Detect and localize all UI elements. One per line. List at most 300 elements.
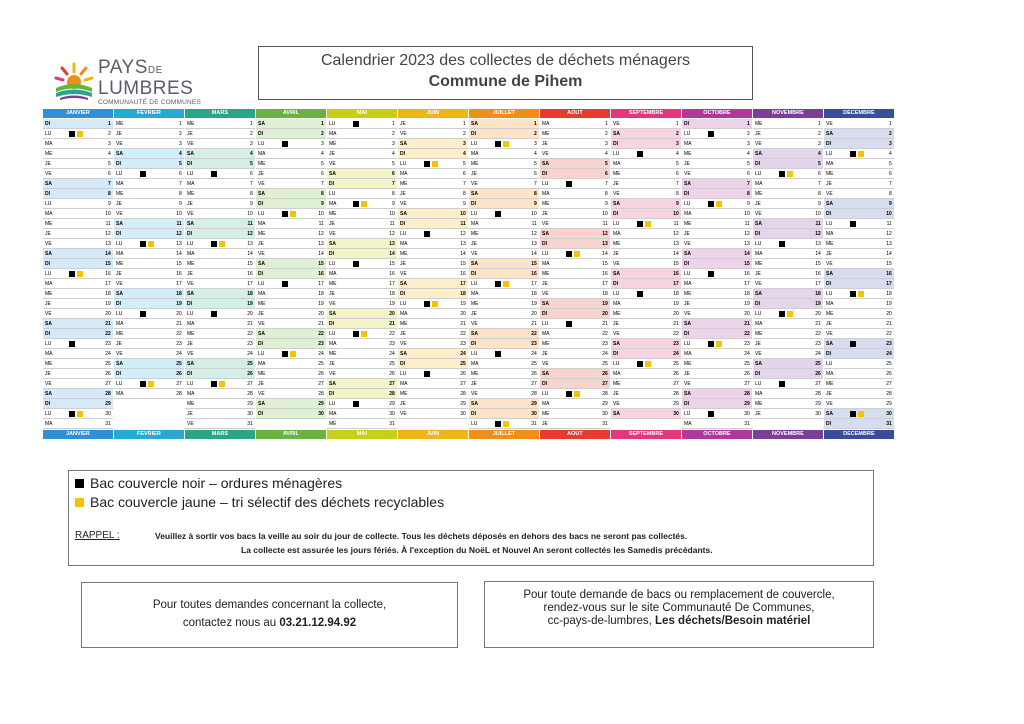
day-number: 18 — [673, 291, 679, 297]
weekday-label: SA — [45, 181, 52, 187]
day-cell — [185, 309, 255, 319]
weekday-label: JE — [542, 351, 548, 357]
day-cell — [327, 399, 397, 409]
day-cell — [398, 169, 468, 179]
weekday-label: VE — [471, 251, 478, 257]
day-cell — [469, 159, 539, 169]
weekday-label: LU — [471, 421, 478, 427]
weekday-label: ME — [684, 151, 692, 157]
day-number: 3 — [534, 141, 537, 147]
weekday-label: JE — [329, 361, 335, 367]
day-number: 15 — [247, 261, 253, 267]
day-number: 24 — [460, 351, 466, 357]
day-cell — [256, 339, 326, 349]
day-cell — [824, 359, 894, 369]
day-number: 13 — [176, 241, 182, 247]
day-cell — [43, 399, 113, 409]
day-cell — [398, 339, 468, 349]
day-number: 20 — [318, 311, 324, 317]
day-cell — [43, 159, 113, 169]
day-number: 27 — [673, 381, 679, 387]
day-number: 25 — [673, 361, 679, 367]
day-number: 23 — [105, 341, 111, 347]
day-cell — [43, 289, 113, 299]
day-cell — [327, 179, 397, 189]
weekday-label: VE — [542, 291, 549, 297]
weekday-label: JE — [613, 321, 619, 327]
weekday-label: ME — [187, 121, 195, 127]
weekday-label: SA — [45, 251, 52, 257]
weekday-label: MA — [826, 371, 834, 377]
day-number: 8 — [108, 191, 111, 197]
day-number: 20 — [673, 311, 679, 317]
day-number: 25 — [247, 361, 253, 367]
weekday-label: ME — [329, 141, 337, 147]
day-number: 2 — [321, 131, 324, 137]
weekday-label: MA — [116, 321, 124, 327]
yellow-bin-mark — [219, 381, 225, 387]
yellow-bin-mark — [432, 301, 438, 307]
day-number: 2 — [250, 131, 253, 137]
weekday-label: LU — [45, 131, 52, 137]
day-cell — [256, 359, 326, 369]
black-bin-mark — [566, 251, 572, 257]
day-number: 13 — [815, 241, 821, 247]
black-bin-mark — [211, 381, 217, 387]
weekday-label: JE — [400, 191, 406, 197]
legend-box — [68, 470, 874, 566]
day-cell — [114, 199, 184, 209]
day-number: 18 — [247, 291, 253, 297]
day-row — [43, 169, 895, 179]
day-number: 6 — [463, 171, 466, 177]
day-cell — [398, 189, 468, 199]
day-cell — [682, 319, 752, 329]
day-cell — [398, 179, 468, 189]
weekday-label: LU — [400, 231, 407, 237]
day-cell — [185, 339, 255, 349]
day-cell — [469, 169, 539, 179]
weekday-label: VE — [329, 231, 336, 237]
day-cell — [327, 259, 397, 269]
day-row — [43, 199, 895, 209]
day-cell — [114, 129, 184, 139]
black-bin-mark — [495, 211, 501, 217]
day-number: 26 — [531, 371, 537, 377]
weekday-label: MA — [613, 161, 621, 167]
weekday-label: DI — [684, 191, 689, 197]
weekday-label: DI — [471, 411, 476, 417]
day-cell — [327, 169, 397, 179]
weekday-label: MA — [684, 421, 692, 427]
day-number: 10 — [247, 211, 253, 217]
day-cell — [398, 319, 468, 329]
day-cell — [256, 179, 326, 189]
day-cell — [611, 189, 681, 199]
weekday-label: DI — [329, 321, 334, 327]
weekday-label: MA — [187, 321, 195, 327]
bins-link[interactable]: Les déchets/Besoin matériel — [655, 615, 811, 627]
day-cell — [327, 339, 397, 349]
weekday-label: ME — [329, 281, 337, 287]
day-number: 24 — [176, 351, 182, 357]
day-number: 15 — [886, 261, 892, 267]
day-number: 15 — [389, 261, 395, 267]
day-number: 21 — [176, 321, 182, 327]
weekday-label: MA — [613, 231, 621, 237]
weekday-label: LU — [258, 351, 265, 357]
day-cell — [327, 329, 397, 339]
weekday-label: ME — [755, 401, 763, 407]
weekday-label: JE — [542, 421, 548, 427]
weekday-label: LU — [329, 331, 336, 337]
day-row — [43, 339, 895, 349]
day-number: 27 — [886, 381, 892, 387]
day-cell — [43, 209, 113, 219]
day-number: 12 — [105, 231, 111, 237]
day-cell — [824, 229, 894, 239]
day-number: 24 — [105, 351, 111, 357]
day-number: 13 — [602, 241, 608, 247]
black-bin-mark — [566, 321, 572, 327]
weekday-label: LU — [471, 211, 478, 217]
day-number: 20 — [815, 311, 821, 317]
day-row — [43, 119, 895, 129]
day-cell — [611, 249, 681, 259]
weekday-label: VE — [116, 141, 123, 147]
day-cell — [327, 189, 397, 199]
day-cell — [256, 399, 326, 409]
weekday-label: LU — [116, 311, 123, 317]
day-number: 19 — [744, 301, 750, 307]
day-cell — [256, 219, 326, 229]
logo-line3: COMMUNAUTÉ DE COMMUNES — [98, 99, 201, 106]
day-cell — [43, 319, 113, 329]
weekday-label: JE — [187, 271, 193, 277]
day-cell — [469, 309, 539, 319]
day-number: 18 — [460, 291, 466, 297]
weekday-label: DI — [116, 231, 121, 237]
day-cell — [682, 409, 752, 419]
day-number: 12 — [815, 231, 821, 237]
weekday-label: DI — [45, 401, 50, 407]
day-cell — [682, 189, 752, 199]
weekday-label: VE — [471, 391, 478, 397]
weekday-label: LU — [471, 141, 478, 147]
day-number: 30 — [602, 411, 608, 417]
day-cell — [185, 269, 255, 279]
day-number: 26 — [318, 371, 324, 377]
weekday-label: DI — [45, 261, 50, 267]
day-number: 28 — [176, 391, 182, 397]
day-cell — [185, 149, 255, 159]
day-number: 6 — [676, 171, 679, 177]
day-cell — [540, 419, 610, 429]
weekday-label: LU — [471, 351, 478, 357]
weekday-label: MA — [400, 171, 408, 177]
black-bin-mark — [708, 341, 714, 347]
weekday-label: DI — [542, 171, 547, 177]
day-number: 22 — [531, 331, 537, 337]
day-number: 28 — [247, 391, 253, 397]
day-cell — [43, 329, 113, 339]
day-number: 29 — [531, 401, 537, 407]
weekday-label: LU — [542, 391, 549, 397]
commune-title: Commune de Pihem — [428, 73, 583, 90]
day-cell — [611, 159, 681, 169]
yellow-bin-mark — [858, 411, 864, 417]
weekday-label: VE — [684, 311, 691, 317]
day-number: 25 — [886, 361, 892, 367]
day-cell — [611, 119, 681, 129]
weekday-label: MA — [613, 301, 621, 307]
weekday-label: SA — [613, 411, 620, 417]
weekday-label: LU — [329, 401, 336, 407]
weekday-label: VE — [187, 421, 194, 427]
day-number: 7 — [463, 181, 466, 187]
day-cell — [398, 329, 468, 339]
weekday-label: MA — [329, 271, 337, 277]
day-cell — [327, 219, 397, 229]
weekday-label: LU — [684, 341, 691, 347]
day-cell — [327, 319, 397, 329]
day-number: 12 — [531, 231, 537, 237]
day-cell — [469, 259, 539, 269]
day-cell — [540, 269, 610, 279]
weekday-label: LU — [471, 281, 478, 287]
day-cell — [753, 339, 823, 349]
day-cell — [540, 119, 610, 129]
day-cell — [682, 269, 752, 279]
weekday-label: VE — [471, 181, 478, 187]
day-number: 26 — [105, 371, 111, 377]
day-cell — [469, 279, 539, 289]
day-number: 25 — [460, 361, 466, 367]
day-number: 6 — [605, 171, 608, 177]
day-number: 11 — [247, 221, 253, 227]
weekday-label: SA — [187, 151, 194, 157]
day-cell — [114, 319, 184, 329]
day-number: 6 — [108, 171, 111, 177]
day-number: 14 — [247, 251, 253, 257]
day-number: 14 — [602, 251, 608, 257]
day-cell — [185, 249, 255, 259]
weekday-label: SA — [684, 391, 691, 397]
weekday-label: DI — [613, 141, 618, 147]
day-number: 31 — [744, 421, 750, 427]
legend-jaune-label: Bac couvercle jaune – tri sélectif des déchets recyclables — [90, 494, 445, 510]
day-number: 8 — [321, 191, 324, 197]
weekday-label: ME — [826, 311, 834, 317]
day-cell — [185, 399, 255, 409]
day-number: 21 — [886, 321, 892, 327]
weekday-label: SA — [400, 141, 407, 147]
weekday-label: SA — [471, 401, 478, 407]
day-cell — [824, 279, 894, 289]
day-cell — [114, 379, 184, 389]
day-cell — [256, 229, 326, 239]
day-cell — [114, 139, 184, 149]
day-number: 10 — [460, 211, 466, 217]
day-row — [43, 279, 895, 289]
day-number: 3 — [250, 141, 253, 147]
day-cell — [185, 319, 255, 329]
day-number: 13 — [318, 241, 324, 247]
weekday-label: JE — [613, 391, 619, 397]
day-cell — [824, 419, 894, 429]
day-number: 28 — [602, 391, 608, 397]
day-cell — [611, 289, 681, 299]
day-number: 14 — [176, 251, 182, 257]
weekday-label: ME — [329, 421, 337, 427]
weekday-label: SA — [116, 361, 123, 367]
day-number: 18 — [886, 291, 892, 297]
day-cell — [824, 329, 894, 339]
day-cell — [114, 119, 184, 129]
weekday-label: MA — [613, 371, 621, 377]
day-cell — [753, 359, 823, 369]
day-number: 11 — [744, 221, 750, 227]
black-bin-mark — [708, 271, 714, 277]
day-cell — [682, 249, 752, 259]
weekday-label: ME — [613, 381, 621, 387]
day-cell — [43, 219, 113, 229]
day-number: 20 — [531, 311, 537, 317]
day-cell — [824, 339, 894, 349]
day-cell — [256, 279, 326, 289]
day-number: 5 — [392, 161, 395, 167]
day-cell — [256, 349, 326, 359]
weekday-label: MA — [258, 291, 266, 297]
day-number: 9 — [747, 201, 750, 207]
day-number: 22 — [602, 331, 608, 337]
day-number: 17 — [460, 281, 466, 287]
weekday-label: JE — [329, 221, 335, 227]
day-cell — [611, 179, 681, 189]
weekday-label: JE — [826, 181, 832, 187]
day-cell — [682, 239, 752, 249]
day-number: 5 — [321, 161, 324, 167]
black-bin-mark — [424, 371, 430, 377]
day-cell — [185, 159, 255, 169]
day-number: 14 — [318, 251, 324, 257]
weekday-label: ME — [613, 241, 621, 247]
weekday-label: ME — [258, 161, 266, 167]
weekday-label: MA — [187, 391, 195, 397]
weekday-label: SA — [329, 311, 336, 317]
weekday-label: ME — [542, 411, 550, 417]
weekday-label: SA — [187, 221, 194, 227]
weekday-label: VE — [258, 391, 265, 397]
weekday-label: JE — [542, 141, 548, 147]
day-number: 18 — [744, 291, 750, 297]
day-cell — [185, 129, 255, 139]
day-number: 22 — [318, 331, 324, 337]
weekday-label: ME — [542, 201, 550, 207]
day-cell — [611, 299, 681, 309]
day-cell — [682, 299, 752, 309]
day-number: 4 — [676, 151, 679, 157]
weekday-label: VE — [755, 211, 762, 217]
black-bin-mark — [282, 281, 288, 287]
day-number: 24 — [744, 351, 750, 357]
weekday-label: ME — [684, 291, 692, 297]
day-number: 23 — [176, 341, 182, 347]
weekday-label: ME — [187, 191, 195, 197]
day-number: 21 — [105, 321, 111, 327]
weekday-label: VE — [826, 191, 833, 197]
day-cell — [185, 219, 255, 229]
weekday-label: MA — [755, 321, 763, 327]
day-number: 12 — [886, 231, 892, 237]
weekday-label: DI — [45, 331, 50, 337]
day-number: 9 — [605, 201, 608, 207]
day-number: 2 — [534, 131, 537, 137]
day-number: 17 — [673, 281, 679, 287]
day-row — [43, 329, 895, 339]
day-cell — [327, 229, 397, 239]
weekday-label: MA — [471, 361, 479, 367]
weekday-label: SA — [400, 281, 407, 287]
black-bin-mark — [495, 281, 501, 287]
day-number: 29 — [105, 401, 111, 407]
day-cell — [398, 269, 468, 279]
day-number: 15 — [176, 261, 182, 267]
weekday-label: SA — [329, 171, 336, 177]
day-cell — [753, 139, 823, 149]
month-header: MAI — [327, 430, 397, 439]
day-cell — [256, 119, 326, 129]
weekday-label: VE — [542, 361, 549, 367]
weekday-label: DI — [755, 161, 760, 167]
day-number: 22 — [744, 331, 750, 337]
day-cell — [327, 119, 397, 129]
day-number: 12 — [176, 231, 182, 237]
day-cell — [114, 279, 184, 289]
day-cell — [114, 339, 184, 349]
day-number: 8 — [889, 191, 892, 197]
weekday-label: ME — [329, 211, 337, 217]
day-cell — [114, 239, 184, 249]
day-number: 20 — [105, 311, 111, 317]
month-header: AVRIL — [256, 430, 326, 439]
day-number: 27 — [744, 381, 750, 387]
day-number: 25 — [744, 361, 750, 367]
weekday-label: LU — [258, 281, 265, 287]
weekday-label: DI — [684, 331, 689, 337]
month-header: MARS — [185, 430, 255, 439]
day-cell — [753, 229, 823, 239]
weekday-label: DI — [471, 201, 476, 207]
day-number: 12 — [460, 231, 466, 237]
black-bin-mark — [353, 201, 359, 207]
black-square-icon — [75, 479, 84, 488]
black-bin-mark — [850, 151, 856, 157]
weekday-label: DI — [116, 161, 121, 167]
day-cell — [611, 219, 681, 229]
day-row — [43, 209, 895, 219]
day-cell — [327, 419, 397, 429]
day-number: 19 — [247, 301, 253, 307]
day-number: 12 — [602, 231, 608, 237]
day-cell — [469, 239, 539, 249]
weekday-label: SA — [826, 131, 833, 137]
day-cell — [753, 149, 823, 159]
day-number: 1 — [392, 121, 395, 127]
day-number: 5 — [250, 161, 253, 167]
day-number: 8 — [463, 191, 466, 197]
weekday-label: JE — [116, 271, 122, 277]
